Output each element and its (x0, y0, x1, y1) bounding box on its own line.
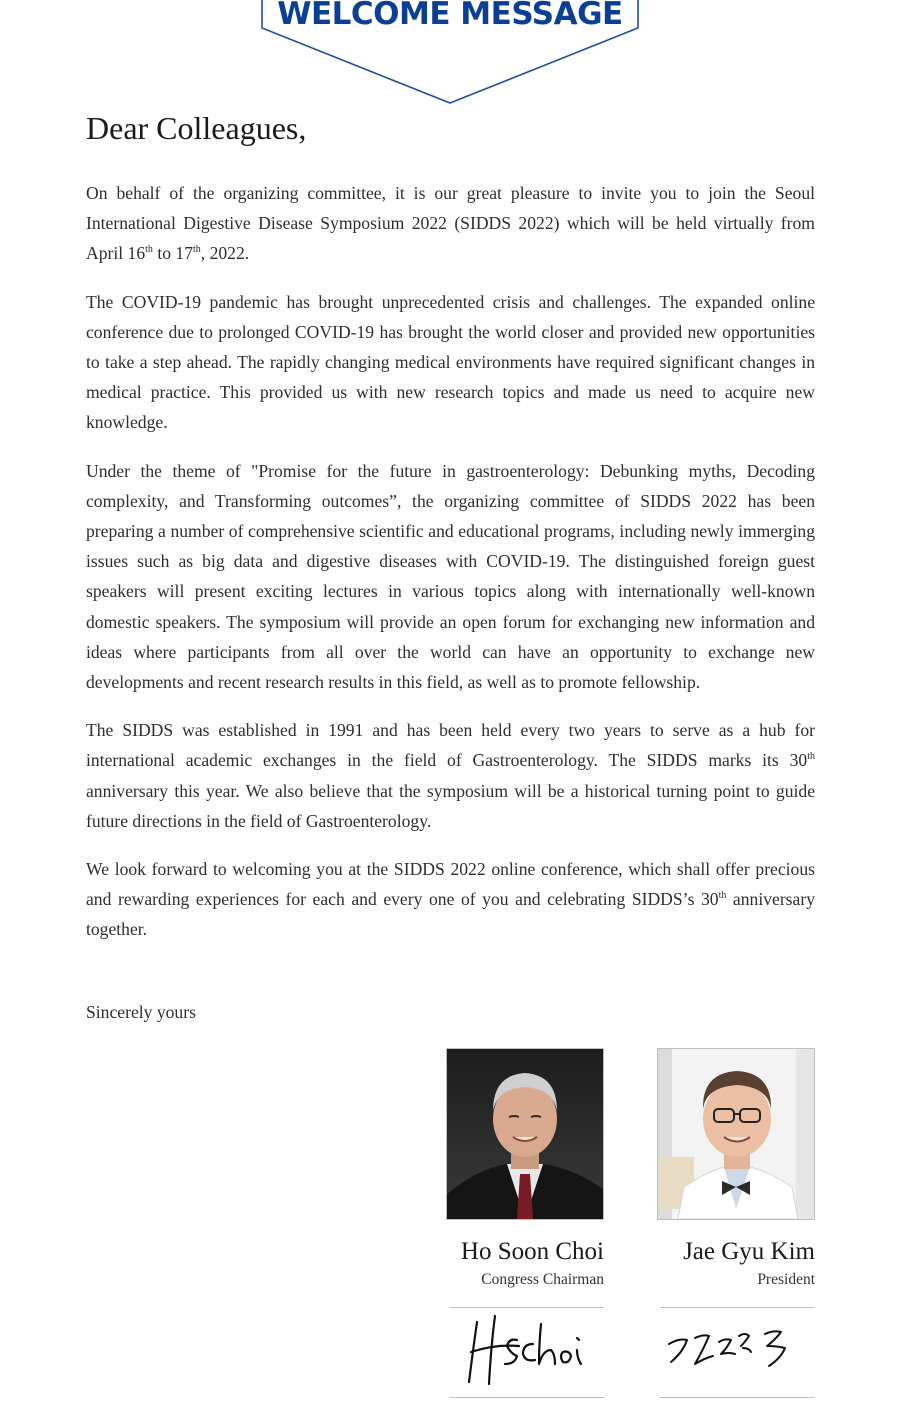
chairman-signature-line-top (450, 1307, 604, 1308)
president-signature-line-top (660, 1307, 814, 1308)
header-banner (0, 0, 900, 110)
chairman-role: Congress Chairman (481, 1271, 604, 1288)
signatory-chairman (446, 1048, 604, 1291)
president-name: Jae Gyu Kim (683, 1238, 815, 1265)
signatory-president (657, 1048, 815, 1291)
president-signature-image (665, 1318, 805, 1388)
page-title: WELCOME MESSAGE (277, 0, 623, 32)
paragraph-4: The SIDDS was established in 1991 and has been held every two years to serve as a hub for international academic exchanges in the field of Gastroenterology. The SIDDS marks its 30th anniversary this year. We also believe that the symposium will be a historical turning point to guide future directions in the field of Gastroenterology. (86, 720, 815, 831)
president-signature-line-bottom (660, 1397, 814, 1398)
chairman-signature-image (455, 1310, 595, 1394)
president-photo (657, 1048, 815, 1220)
paragraph-3: Under the theme of "Promise for the future in gastroenterology: Debunking myths, Decoding complexity, and Transforming outcomes”, the organizing committee of SIDDS 2022 has been preparing a number of comprehensive scientific and educational programs, including newly immerging issues such as big data and digestive diseases with COVID-19. The distinguished foreign guest speakers will present exciting lectures in various topics along with internationally well-known domestic speakers. The symposium will provide an open forum for exchanging new information and ideas where participants from all over the world can have an opportunity to exchange new developments and recent research results in this field, as well as to promote fellowship. (86, 460, 815, 693)
president-role: President (757, 1271, 815, 1288)
paragraph-2: The COVID-19 pandemic has brought unprecedented crisis and challenges. The expanded online conference due to prolonged COVID-19 has brought the world closer and provided new opportunities to take a step ahead. The rapidly changing medical environments have required significant changes in medical practice. This provided us with new research topics and made us need to acquire new knowledge. (86, 291, 815, 433)
paragraph-5: We look forward to welcoming you at the SIDDS 2022 online conference, which shall offer precious and rewarding experiences for each and every one of you and celebrating SIDDS’s 30th anniversary together. (86, 859, 815, 940)
letter-closing: Sincerely yours (86, 1002, 196, 1022)
chairman-photo (446, 1048, 604, 1220)
chairman-name: Ho Soon Choi (460, 1238, 604, 1265)
chairman-signature-line-bottom (450, 1397, 604, 1398)
letter-body (86, 178, 815, 963)
paragraph-1: On behalf of the organizing committee, it is our great pleasure to invite you to join the Seoul International Digestive Disease Symposium 2022 (SIDDS 2022) which will be held virtually from April 16th to 17th, 2022. (86, 183, 815, 264)
letter-greeting: Dear Colleagues, (86, 110, 307, 146)
